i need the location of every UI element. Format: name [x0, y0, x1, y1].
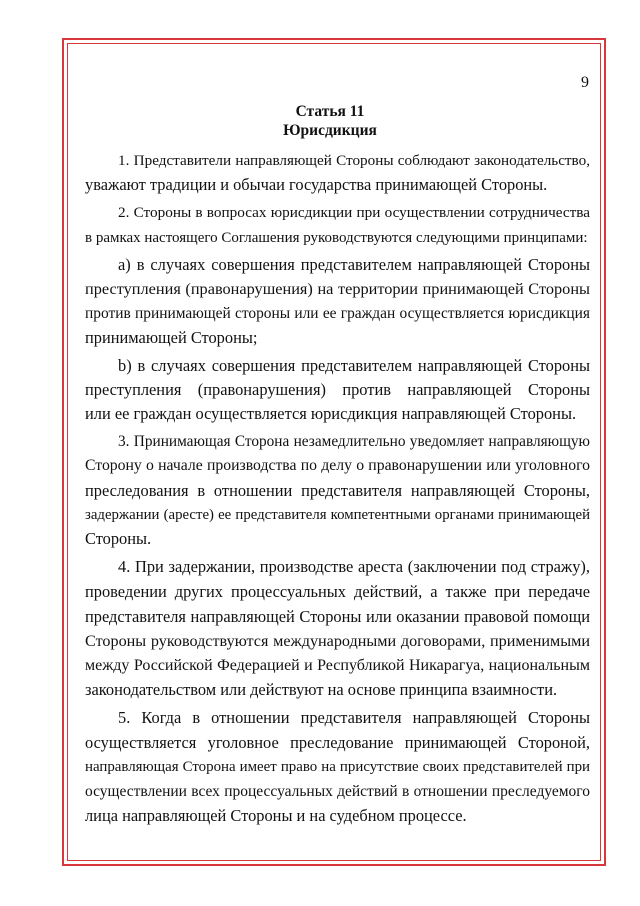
page-number: 9 [581, 74, 589, 91]
paragraph-line: преступления (правонарушения) против направляющей Стороны [85, 380, 590, 399]
paragraph-line: Сторону о начале производства по делу о правонарушении или уголовного [85, 457, 590, 474]
paragraph-line: принимающей Стороны; [85, 328, 258, 347]
paragraph-line: 4. При задержании, производстве ареста (заключении под стражу), [118, 557, 590, 576]
paragraph-line: 5. Когда в отношении представителя направляющей Стороны [118, 708, 590, 727]
article-number: Статья 11 [295, 103, 365, 120]
paragraph-line: против принимающей стороны или ее граждан осуществляется юрисдикция [85, 305, 590, 322]
paragraph-line: преступления (правонарушения) на территории принимающей Стороны [85, 279, 590, 298]
paragraph-line: преследования в отношении представителя направляющей Стороны, [85, 481, 590, 500]
paragraph-line: задержании (аресте) ее представителя компетентными органами принимающей [85, 507, 590, 523]
paragraph-line: a) в случаях совершения представителем направляющей Стороны [118, 255, 590, 274]
paragraph-line: лица направляющей Стороны и на судебном процессе. [85, 806, 467, 825]
paragraph-line: законодательством или действуют на основе принципа взаимности. [85, 680, 558, 699]
paragraph-line: между Российской Федерацией и Республикой Никарагуа, национальным [85, 657, 590, 674]
paragraph-line: Стороны руководствуются международными договорами, применимыми [85, 633, 590, 650]
paragraph-line: уважают традиции и обычаи государства принимающей Стороны. [85, 175, 548, 194]
paragraph-line: или ее граждан осуществляется юрисдикция направляющей Стороны. [85, 404, 577, 423]
paragraph-line: в рамках настоящего Соглашения руководствуются следующими принципами: [85, 230, 588, 246]
paragraph-line: 2. Стороны в вопросах юрисдикции при осуществлении сотрудничества [118, 204, 590, 221]
paragraph-line: представителя направляющей Стороны или оказании правовой помощи [85, 607, 590, 626]
paragraph-line: осуществлении всех процессуальных действий в отношении преследуемого [85, 783, 590, 800]
paragraph-line: 1. Представители направляющей Стороны соблюдают законодательство, [118, 152, 590, 169]
paragraph-line: Стороны. [85, 529, 152, 548]
paragraph-line: направляющая Сторона имеет право на присутствие своих представителей при [85, 759, 590, 775]
paragraph-line: осуществляется уголовное преследование принимающей Стороной, [85, 733, 590, 752]
paragraph-line: 3. Принимающая Сторона незамедлительно уведомляет направляющую [118, 433, 590, 450]
paragraph-line: проведении других процессуальных действий, а также при передаче [85, 582, 590, 601]
article-title: Юрисдикция [283, 122, 377, 139]
paragraph-line: b) в случаях совершения представителем направляющей Стороны [118, 356, 590, 375]
